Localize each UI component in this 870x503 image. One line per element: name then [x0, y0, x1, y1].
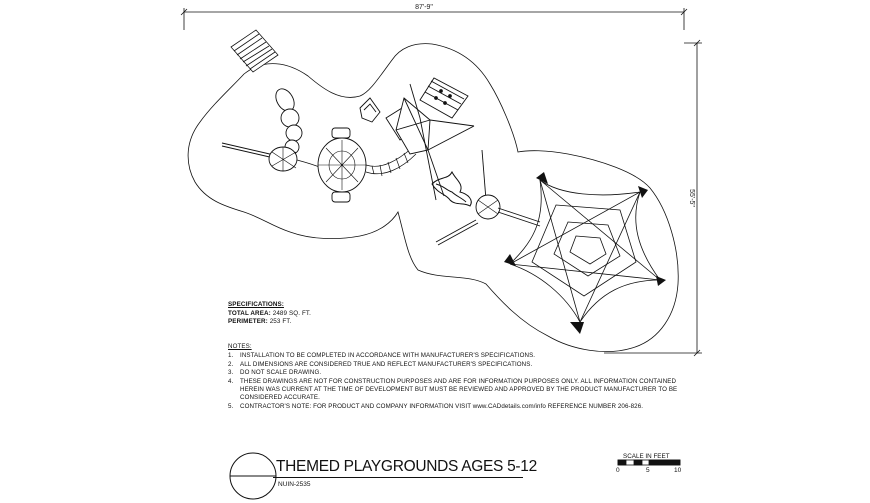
left-deck-platform: [222, 143, 322, 171]
scale-bar: [618, 460, 680, 465]
spider-web-net: [504, 172, 666, 334]
note-number: 1.: [228, 352, 234, 360]
note-text: ALL DIMENSIONS ARE CONSIDERED TRUE AND REFLECT MANUFACTURER'S SPECIFICATIONS.: [240, 360, 533, 368]
climbing-ladder: [420, 78, 468, 118]
rock-climber: [360, 98, 380, 122]
note-number: 2.: [228, 360, 234, 368]
note-text: INSTALLATION TO BE COMPLETED IN ACCORDANCE WITH MANUFACTURER'S SPECIFICATIONS.: [240, 352, 536, 360]
notes-heading: NOTES:: [228, 343, 252, 350]
note-number: 3.: [228, 369, 234, 377]
note-number: 5.: [228, 402, 234, 410]
scale-label: SCALE IN FEET: [623, 453, 670, 460]
note-item: [228, 361, 698, 369]
note-text: THESE DRAWINGS ARE NOT FOR CONSTRUCTION PURPOSES AND ARE FOR INFORMATION PURPOSES ONLY. ALL INFORMATION CONTAINED HEREIN WAS CURRENT AT THE TIME OF DEVELOPMENT BUT MUST BE REVIEWED AND APPROVED BY THE PRODUCT MANUFACTURER TO BE CONSIDERED ACCURATE.: [240, 377, 678, 402]
perimeter-label: PERIMETER:: [228, 318, 268, 326]
scale-tick-label: 5: [646, 467, 650, 474]
specifications-block: [228, 301, 311, 327]
note-number: 4.: [228, 377, 234, 385]
drawing-title: THEMED PLAYGROUNDS AGES 5-12: [276, 458, 537, 475]
drawing-number: NUIN-2535: [278, 481, 311, 488]
globe-climber: [318, 128, 366, 202]
notes-block: [228, 343, 698, 411]
note-item: [228, 369, 698, 377]
scale-tick-label: 10: [674, 467, 682, 474]
specifications-heading: SPECIFICATIONS:: [228, 301, 284, 308]
note-text: DO NOT SCALE DRAWING.: [240, 369, 322, 377]
scale-tick-label: 0: [616, 467, 620, 474]
spinner-hub: [436, 150, 540, 245]
title-underline: [273, 477, 523, 478]
perimeter-row: [228, 318, 311, 327]
note-item: [228, 378, 698, 403]
note-text: CONTRACTOR'S NOTE: FOR PRODUCT AND COMPANY INFORMATION VISIT www.CADdetails.com/info REFERENCE NUMBER 206-826.: [240, 402, 644, 410]
crawl-boulders: [272, 86, 302, 154]
note-item: [228, 352, 698, 360]
total-area-value: 2489 SQ. FT.: [272, 309, 312, 317]
width-dimension-label: 87'-9": [415, 4, 433, 11]
note-item: [228, 403, 698, 411]
title-block-circle: [230, 453, 276, 499]
height-dimension-label: 55'-5": [688, 189, 695, 207]
total-area-label: TOTAL AREA:: [228, 309, 271, 317]
total-area-row: [228, 310, 311, 319]
perimeter-value: 253 FT.: [269, 318, 292, 326]
climbing-steps: [231, 30, 278, 72]
